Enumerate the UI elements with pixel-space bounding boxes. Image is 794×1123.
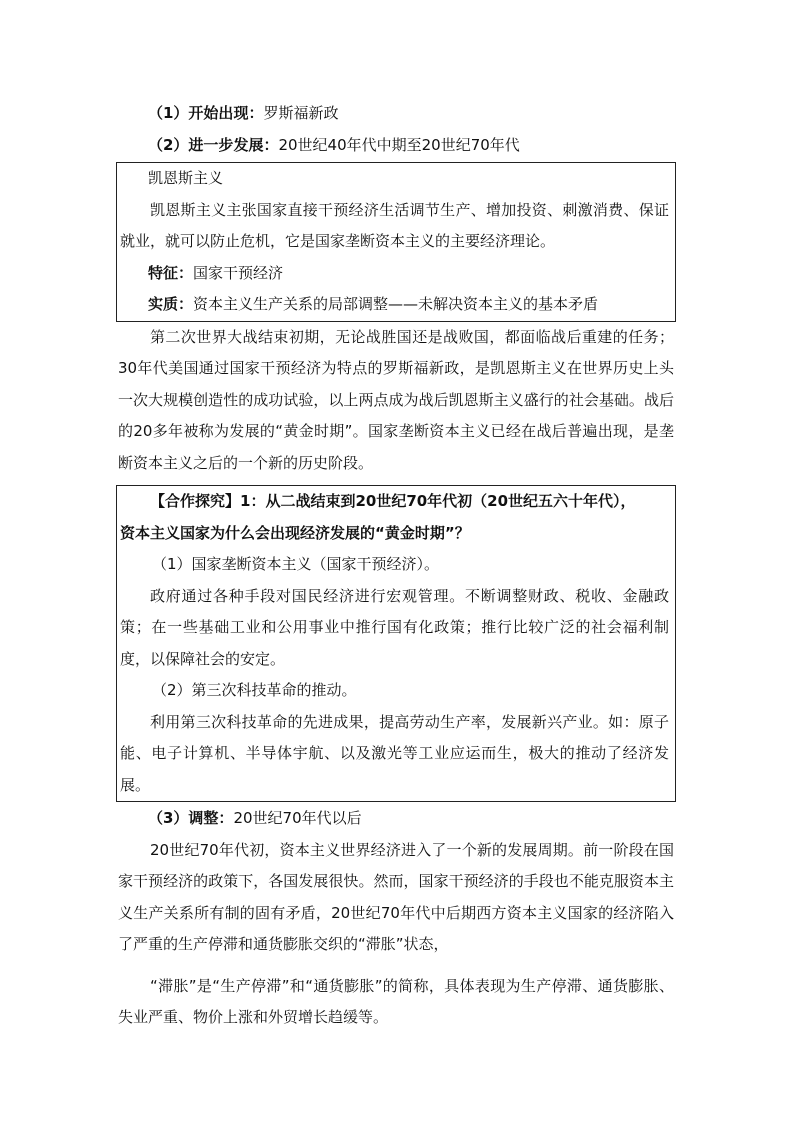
keynes-feature-text: 国家干预经济 — [193, 263, 284, 282]
section-development-text: 20世纪40年代中期至20世纪70年代 — [278, 135, 520, 154]
section-adjust-text: 20世纪70年代以后 — [233, 809, 362, 827]
section-start — [118, 98, 674, 130]
explore-question-line2: 资本主义国家为什么会出现经济发展的“黄金时期”？ — [120, 523, 470, 542]
document-page — [118, 98, 674, 1034]
keynes-feature — [120, 258, 669, 290]
keynes-essence-label: 实质： — [148, 295, 194, 313]
explore-point1-body: 政府通过各种手段对国民经济进行宏观管理。不断调整财政、税收、金融政策；在一些基础工业和公用事业中推行国有化政策；推行比较广泛的社会福利制度，以保障社会的安定。 — [120, 586, 669, 668]
section-development-label: （2）进一步发展： — [148, 135, 279, 154]
keynes-essence-text: 资本主义生产关系的局部调整——未解决资本主义的基本矛盾 — [193, 295, 599, 313]
explore-point2: （2）第三次科技革命的推动。 — [152, 681, 357, 699]
section-development — [118, 130, 674, 162]
explore-question-line1: 【合作探究】1：从二战结束到20世纪70年代初（20世纪五六十年代）， — [150, 492, 636, 510]
section-adjust — [118, 803, 674, 835]
keynes-box-body: 凯恩斯主义主张国家直接干预经济生活调节生产、增加投资、刺激消费、保证就业，就可以防止危机，它是国家垄断资本主义的主要经济理论。 — [120, 200, 669, 250]
explore-point2-body: 利用第三次科技革命的先进成果，提高劳动生产率，发展新兴产业。如：原子能、电子计算机、半导体宇航、以及激光等工业应运而生，极大的推动了经济发展。 — [120, 712, 669, 794]
section-adjust-label: （3）调整： — [148, 809, 234, 827]
adjust-paragraph: 20世纪70年代初，资本主义世界经济进入了一个新的发展周期。前一阶段在国家干预经济的政策下，各国发展很快。然而，国家干预经济的手段也不能克服资本主义生产关系所有制的固有矛盾，20世纪70年代中后期西方资本主义国家的经济陷入了严重的生产停滞和通货膨胀交织的“滞胀”状态， — [118, 840, 674, 953]
postwar-paragraph: 第二次世界大战结束初期，无论战胜国还是战败国，都面临战后重建的任务；30年代美国通过国家干预经济为特点的罗斯福新政，是凯恩斯主义在世界历史上头一次大规模创造性的成功试验，以上两点成为战后凯恩斯主义盛行的社会基础。战后的20多年被称为发展的“黄金时期”。国家垄断资本主义已经在战后普遍出现，是垄断资本主义之后的一个新的历史阶段。 — [118, 327, 674, 472]
keynes-box — [116, 162, 676, 322]
section-start-text: 罗斯福新政 — [263, 104, 339, 122]
explore-box — [116, 485, 676, 802]
keynes-essence — [120, 289, 669, 321]
keynes-feature-label: 特征： — [148, 263, 194, 282]
section-start-label: （1）开始出现： — [148, 104, 264, 122]
stagflation-paragraph: “滞胀”是“生产停滞”和“通货膨胀”的简称，具体表现为生产停滞、通货膨胀、失业严重、物价上涨和外贸增长趋缓等。 — [118, 976, 674, 1026]
keynes-box-title: 凯恩斯主义 — [148, 169, 224, 187]
explore-point1: （1）国家垄断资本主义（国家干预经济）。 — [152, 555, 440, 573]
